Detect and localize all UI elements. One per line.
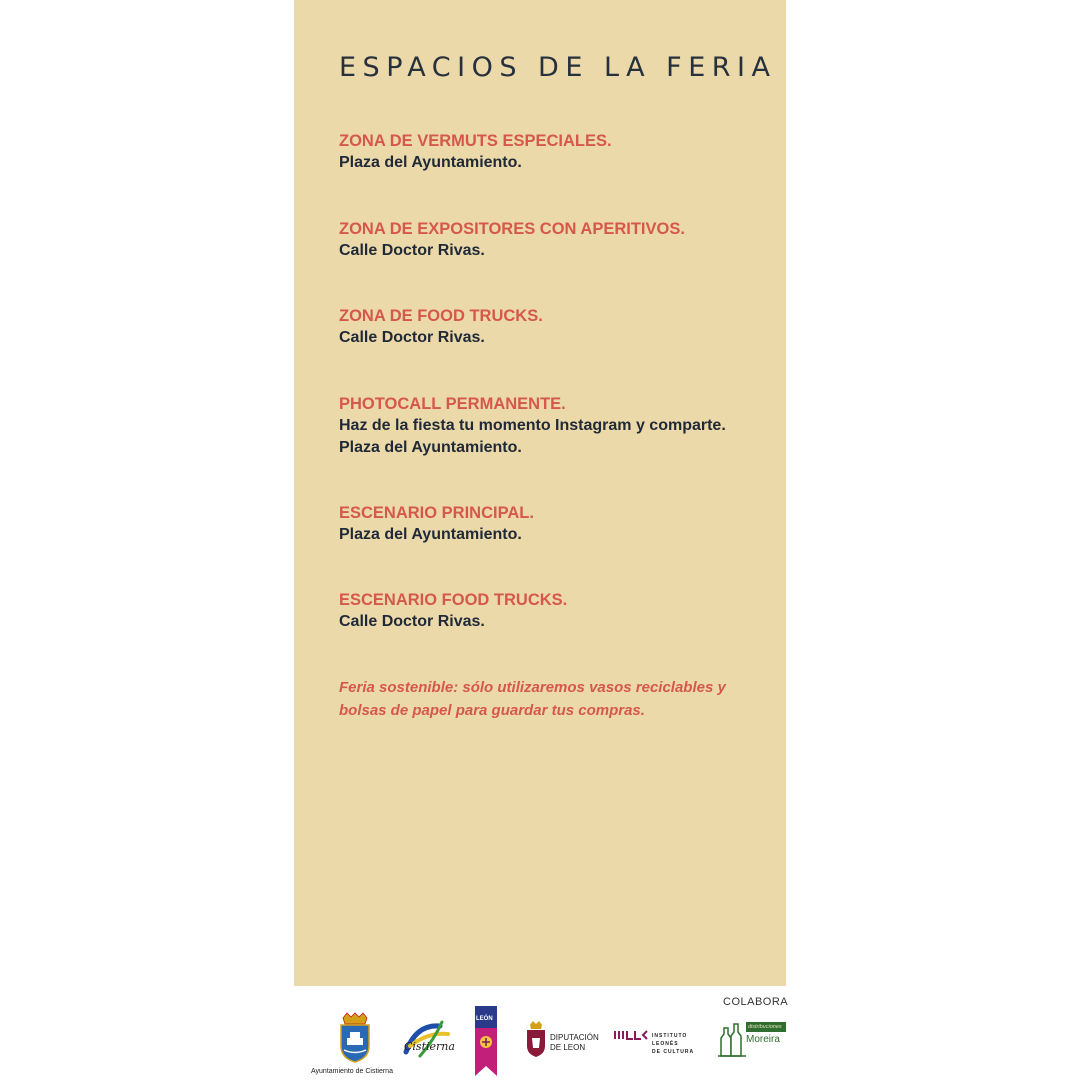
sponsors-footer [294, 986, 789, 1080]
zone-item [339, 218, 779, 306]
ayuntamiento-caption: Ayuntamiento de Cistierna [311, 1068, 393, 1075]
moreira-banner: distribuciones [746, 1022, 786, 1032]
diputacion-logo [525, 1020, 605, 1060]
colabora-label: COLABORA [723, 996, 789, 1008]
moreira-name: Moreira [746, 1034, 780, 1045]
zone-title: ZONA DE VERMUTS ESPECIALES. [339, 132, 612, 150]
bottles-icon [718, 1020, 746, 1058]
diputacion-shield-icon [525, 1020, 547, 1058]
ayuntamiento-logo [298, 1012, 408, 1080]
instituto-text [652, 1032, 694, 1056]
zone-location: Calle Doctor Rivas. [339, 329, 485, 346]
zone-item [339, 305, 779, 393]
zone-item [339, 393, 779, 502]
crest-icon [298, 1012, 408, 1066]
zone-title: ZONA DE EXPOSITORES CON APERITIVOS. [339, 219, 685, 238]
page-title: ESPACIOS DE LA FERIA [339, 52, 777, 83]
poster-panel [294, 0, 786, 986]
instituto-logo [614, 1028, 704, 1058]
instituto-line2: LEONÉS [652, 1041, 679, 1047]
zone-title: ZONA DE FOOD TRUCKS. [339, 307, 543, 325]
diputacion-line2: DE LEON [550, 1043, 586, 1052]
zone-location: Plaza del Ayuntamiento. [339, 438, 522, 456]
diputacion-text [550, 1033, 599, 1053]
moreira-logo [718, 1020, 786, 1060]
leon-ribbon-text: LEÓN [476, 1016, 493, 1022]
leon-ribbon-logo [475, 1006, 497, 1076]
zones-list [339, 130, 779, 677]
instituto-line3: DE CULTURA [652, 1049, 695, 1055]
zone-title: ESCENARIO PRINCIPAL. [339, 503, 534, 522]
cistierna-logo [398, 1016, 462, 1066]
zone-location: Plaza del Ayuntamiento. [339, 154, 522, 171]
zone-title: PHOTOCALL PERMANENTE. [339, 394, 566, 413]
zone-location: Plaza del Ayuntamiento. [339, 525, 522, 543]
cistierna-wordmark: Cistierna [404, 1040, 455, 1053]
instituto-mark-icon [614, 1029, 648, 1041]
diputacion-line1: DIPUTACIÓN [550, 1033, 599, 1042]
sustainability-note: Feria sostenible: sólo utilizaremos vasos reciclables y bolsas de papel para guardar tus compras. [339, 679, 726, 719]
zone-item [339, 502, 779, 590]
instituto-line1: INSTITUTO [652, 1033, 688, 1039]
zone-title: ESCENARIO FOOD TRUCKS. [339, 591, 568, 609]
zone-location: Calle Doctor Rivas. [339, 613, 485, 630]
zone-location: Calle Doctor Rivas. [339, 241, 485, 259]
zone-item [339, 130, 779, 218]
zone-description: Haz de la fiesta tu momento Instagram y comparte. [339, 416, 726, 434]
zone-item [339, 589, 779, 677]
